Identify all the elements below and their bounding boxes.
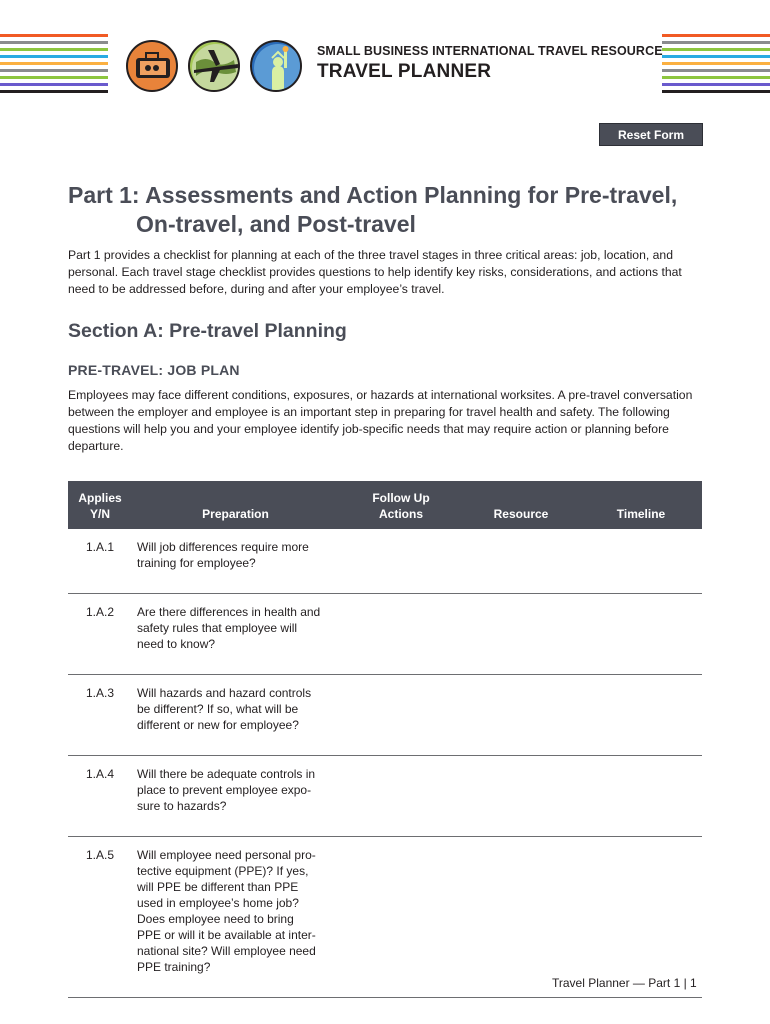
question-line: training for employee?: [137, 556, 256, 570]
question-line: used in employee’s home job?: [137, 896, 299, 910]
question-line: Will employee need personal pro-: [137, 848, 316, 862]
question-line: national site? Will employee need: [137, 944, 316, 958]
header-applies-line1: Applies: [78, 491, 122, 505]
stripe: [662, 69, 770, 72]
question-line: PPE training?: [137, 960, 211, 974]
question-line: Will there be adequate controls in: [137, 767, 316, 781]
part-intro: Part 1 provides a checklist for planning at each of the three travel stages in three critical areas: job, location, and personal. Each travel stage checklist provides questions to help identify key risks, considerations, and actions that need to be addressed before, during and after your employee’s travel.: [68, 248, 682, 296]
right-stripe-band: [662, 34, 770, 97]
stripe: [662, 41, 770, 44]
question-line: sure to hazards?: [137, 799, 227, 813]
row-question: [137, 847, 337, 975]
stripe: [0, 76, 108, 79]
row-number: 1.A.2: [85, 605, 115, 619]
question-line: Are there differences in health and: [137, 605, 321, 619]
row-question: [137, 604, 337, 652]
section-intro: Employees may face different conditions, exposures, or hazards at international worksites. A pre-travel conversation between the employer and employee is an important step in preparing for travel health and safety. The following questions will help you and your employee identify job-specific needs that may require action or planning before departure.: [68, 388, 693, 453]
question-line: Will hazards and hazard controls: [137, 686, 312, 700]
globe-airplane-icon: [188, 40, 240, 92]
header-applies-line2: Y/N: [89, 507, 110, 521]
stripe: [0, 62, 108, 65]
job-plan-table: [68, 481, 702, 998]
part-title-line2: On-travel, and Post-travel: [136, 211, 416, 237]
row-number: 1.A.5: [85, 848, 115, 862]
header-applies: [68, 490, 132, 522]
question-line: different or new for employee?: [137, 718, 299, 732]
row-question: [137, 685, 337, 733]
part-title-line1: Part 1: Assessments and Action Planning for Pre-travel,: [68, 182, 678, 208]
question-line: be different? If so, what will be: [137, 702, 299, 716]
table-body: [68, 529, 702, 998]
question-line: place to prevent employee expo-: [137, 783, 312, 797]
row-number: 1.A.1: [85, 540, 115, 554]
table-header: [68, 481, 702, 529]
reset-form-button[interactable]: Reset Form: [599, 123, 703, 146]
question-line: need to know?: [137, 637, 216, 651]
left-stripe-band: [0, 34, 108, 97]
table-row: [68, 756, 702, 837]
section-title: Section A: Pre-travel Planning: [68, 320, 347, 342]
stripe: [662, 90, 770, 93]
stripe: [0, 69, 108, 72]
question-line: tective equipment (PPE)? If yes,: [137, 864, 309, 878]
question-line: will PPE be different than PPE: [137, 880, 299, 894]
page-footer: Travel Planner — Part 1 | 1: [552, 976, 697, 990]
header-followup: [351, 490, 451, 522]
header: [317, 44, 663, 83]
stripe: [662, 62, 770, 65]
liberty-statue-icon: [250, 40, 302, 92]
header-timeline: Timeline: [616, 507, 666, 521]
question-line: Does employee need to bring: [137, 912, 294, 926]
luggage-icon: [126, 40, 178, 92]
table-row: [68, 675, 702, 756]
stripe: [0, 48, 108, 51]
stripe: [0, 41, 108, 44]
header-preparation: Preparation: [202, 507, 269, 521]
stripe: [0, 90, 108, 93]
row-question: [137, 539, 337, 571]
row-question: [137, 766, 337, 814]
question-line: Will job differences require more: [137, 540, 309, 554]
section-subhead: PRE-TRAVEL: JOB PLAN: [68, 362, 240, 378]
table-row: [68, 529, 702, 594]
header-subtitle: SMALL BUSINESS INTERNATIONAL TRAVEL RESOURCE: [317, 44, 663, 58]
stripe: [662, 34, 770, 37]
question-line: safety rules that employee will: [137, 621, 298, 635]
stripe: [662, 83, 770, 86]
header-resource: Resource: [493, 507, 549, 521]
table-row: [68, 594, 702, 675]
table-row: [68, 837, 702, 998]
question-line: PPE or will it be available at inter-: [137, 928, 316, 942]
row-number: 1.A.4: [85, 767, 115, 781]
row-number: 1.A.3: [85, 686, 115, 700]
stripe: [662, 48, 770, 51]
stripe: [0, 34, 108, 37]
stripe: [662, 55, 770, 58]
travel-logos: [126, 36, 306, 96]
header-followup-line2: Actions: [378, 507, 423, 521]
stripe: [662, 76, 770, 79]
stripe: [0, 55, 108, 58]
part-title: [68, 181, 677, 239]
stripe: [0, 83, 108, 86]
header-title: TRAVEL PLANNER: [317, 61, 492, 82]
header-followup-line1: Follow Up: [372, 491, 430, 505]
